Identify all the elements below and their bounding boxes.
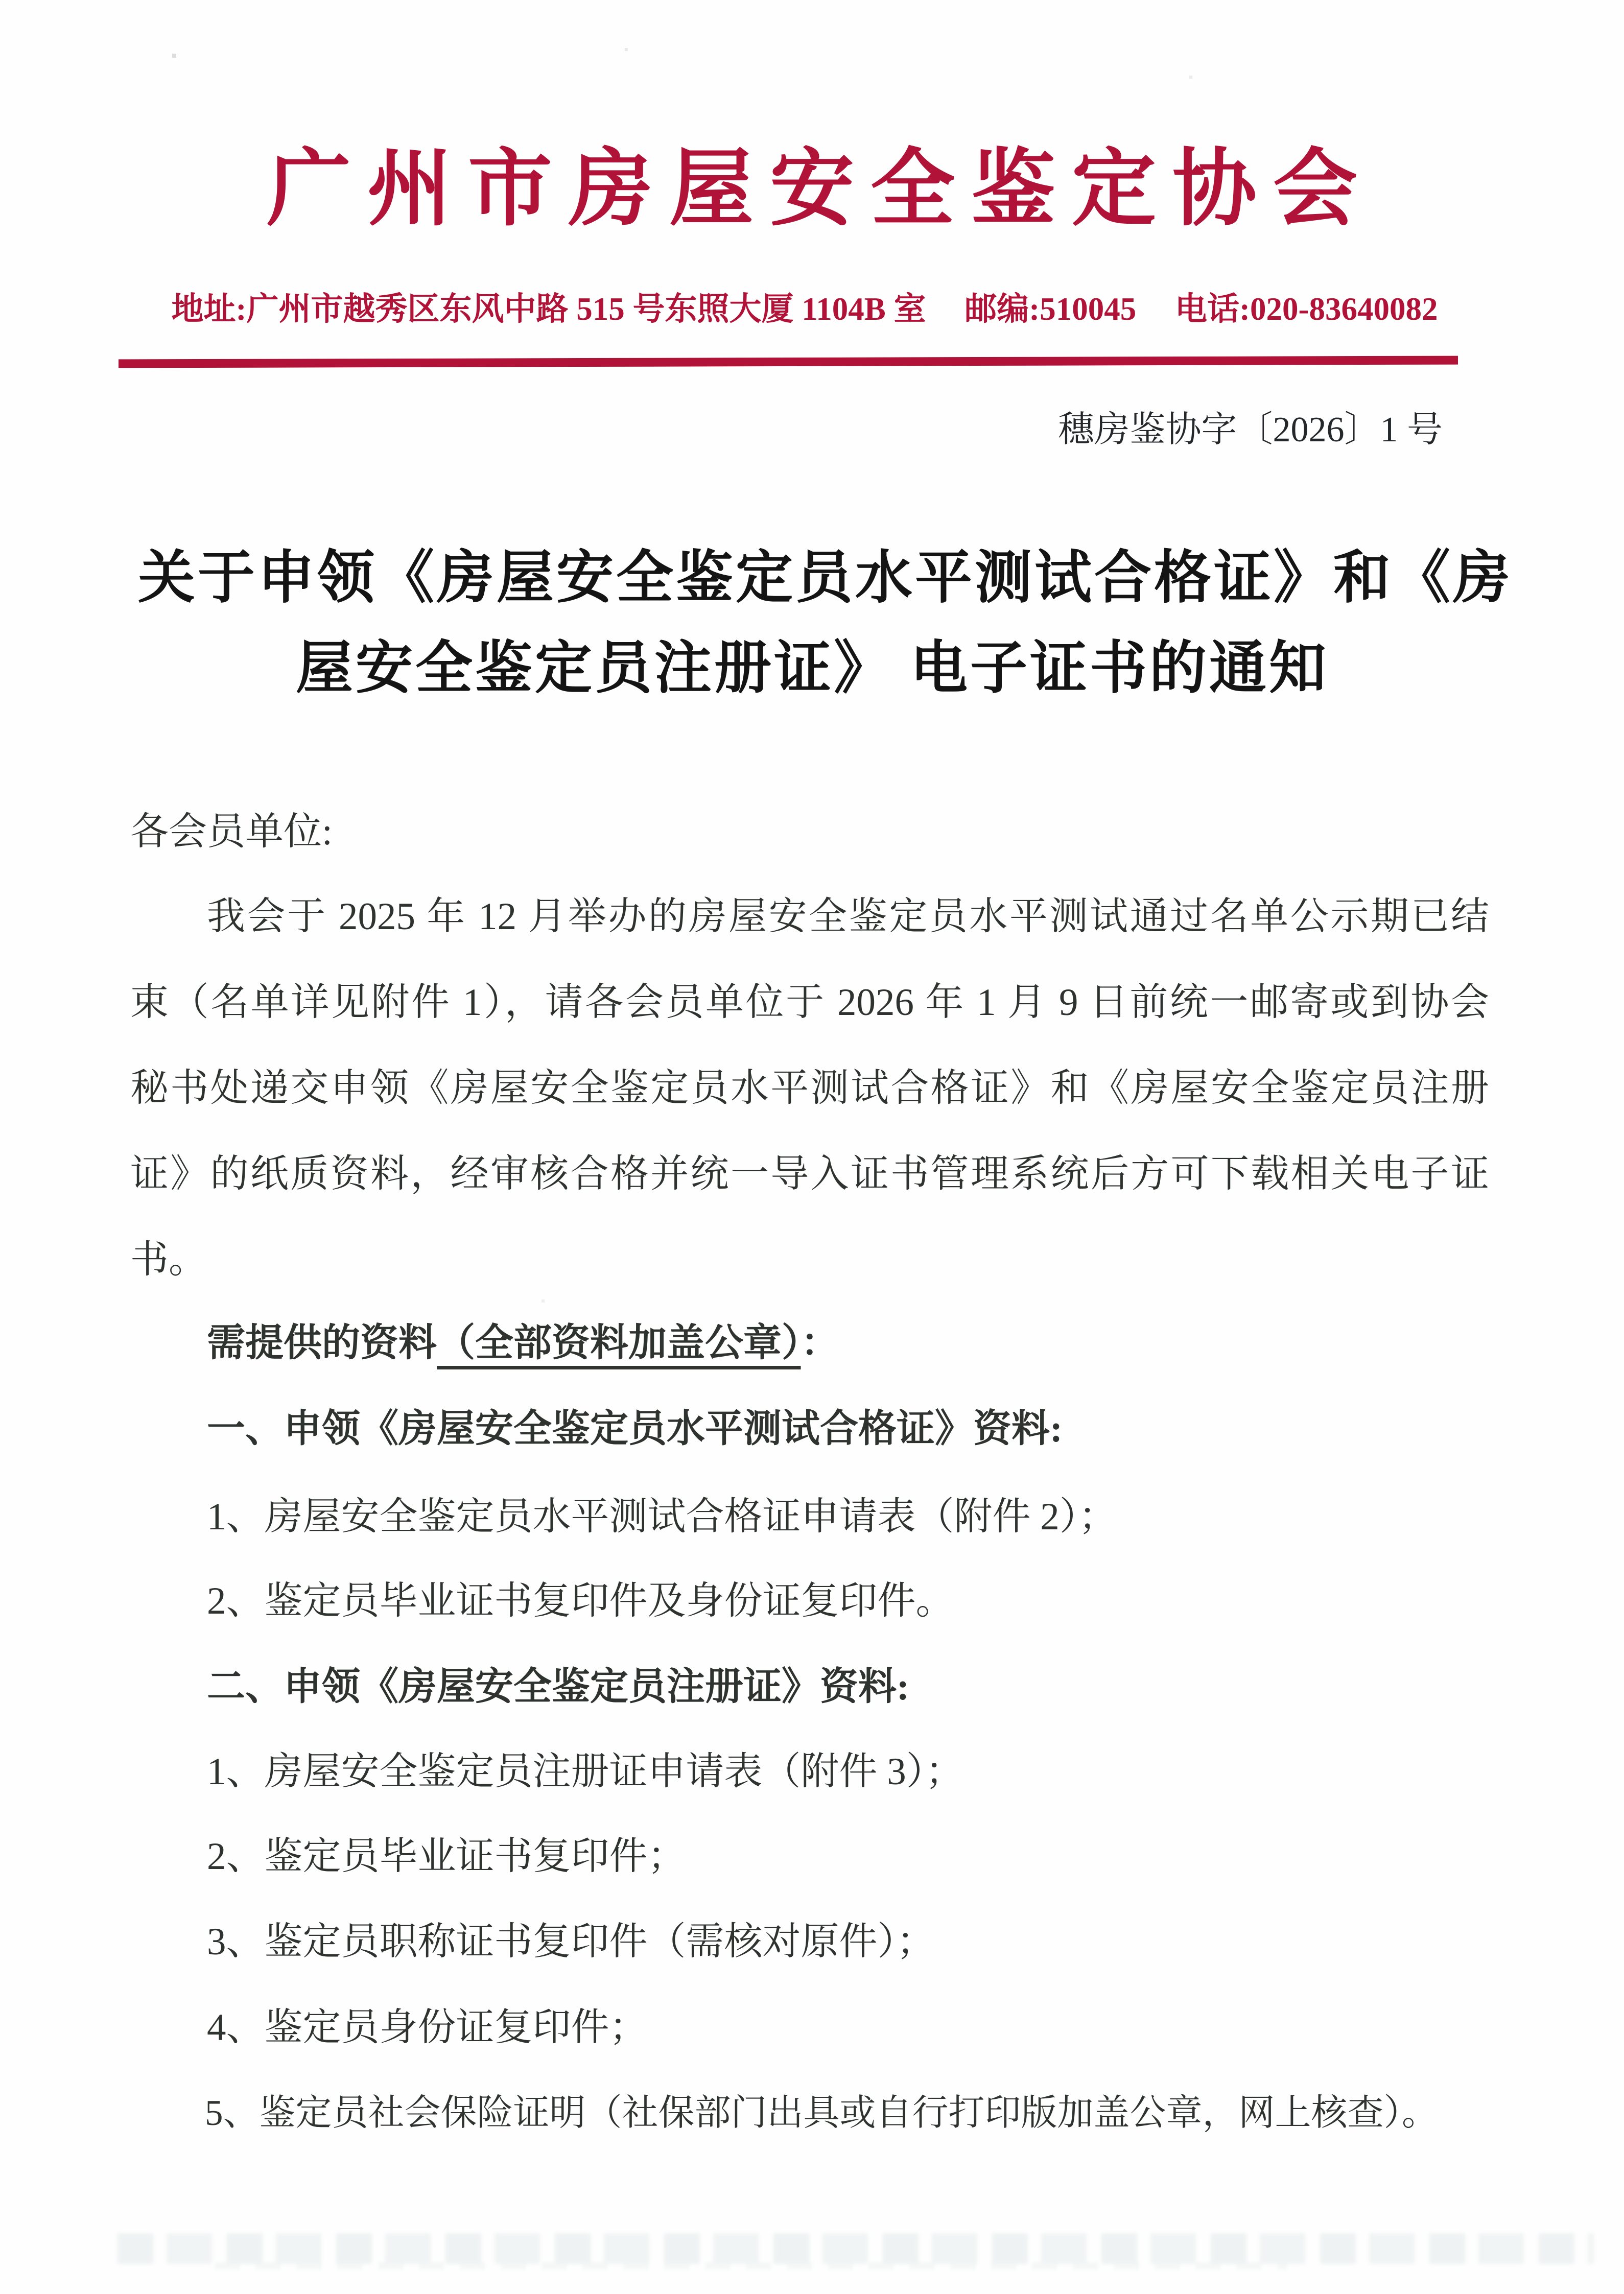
intro-paragraph-line: 书。: [130, 1239, 207, 1281]
letterhead-postal-code: 邮编:510045: [964, 291, 1137, 327]
organization-name: 广州市房屋安全鉴定协会: [267, 143, 1374, 236]
letterhead-phone: 电话:020-83640082: [1175, 291, 1438, 327]
section-2-item: 1、房屋安全鉴定员注册证申请表（附件 3）；: [207, 1751, 964, 1793]
intro-paragraph-line: 我会于 2025 年 12 月举办的房屋安全鉴定员水平测试通过名单公示期已结: [207, 895, 1489, 938]
section-2-item: 5、鉴定员社会保险证明（社保部门出具或自行打印版加盖公章，网上核查）。: [205, 2093, 1439, 2133]
letterhead-address: 地址:广州市越秀区东风中路 515 号东照大厦 1104B 室: [171, 291, 926, 327]
materials-heading-prefix: 需提供的资料: [207, 1322, 437, 1364]
document-title: [138, 533, 1513, 714]
document-title-line-2: 屋安全鉴定员注册证》 电子证书的通知: [296, 637, 1329, 700]
intro-paragraph-line: 秘书处递交申领《房屋安全鉴定员水平测试合格证》和《房屋安全鉴定员注册: [130, 1067, 1489, 1109]
materials-heading: [130, 1300, 1489, 1386]
section-2-item: 2、鉴定员毕业证书复印件；: [207, 1835, 686, 1878]
section-1-item: 1、房屋安全鉴定员水平测试合格证申请表（附件 2）；: [207, 1496, 1117, 1538]
scan-noise-specks: [0, 0, 1, 1]
materials-heading-stamp-note: （全部资料加盖公章）: [437, 1322, 801, 1364]
document-title-line-1: 关于申领《房屋安全鉴定员水平测试合格证》和《房: [138, 547, 1513, 610]
intro-paragraph-line: 证》的纸质资料，经审核合格并统一导入证书管理系统后方可下载相关电子证: [130, 1153, 1489, 1195]
salutation: 各会员单位:: [130, 811, 333, 853]
section-2-heading: 二、申领《房屋安全鉴定员注册证》资料:: [207, 1666, 909, 1708]
section-1-item: 2、鉴定员毕业证书复印件及身份证复印件。: [207, 1580, 954, 1622]
section-1-heading: 一、申领《房屋安全鉴定员水平测试合格证》资料:: [207, 1408, 1063, 1450]
document-number: 穗房鉴协字〔2026〕1 号: [1058, 410, 1443, 450]
letterhead-divider-rule: [119, 356, 1458, 368]
page-bleed-through: [215, 2262, 1287, 2270]
page-bleed-through: [117, 2233, 1594, 2264]
section-2-item: 3、鉴定员职称证书复印件（需核对原件）；: [207, 1921, 935, 1963]
section-2-item: 4、鉴定员身份证复印件；: [207, 2006, 648, 2049]
materials-heading-colon: ：: [801, 1322, 839, 1364]
intro-paragraph-line: 束（名单详见附件 1），请各会员单位于 2026 年 1 月 9 日前统一邮寄或到协会: [130, 981, 1489, 1024]
letterhead-contact-line: [130, 289, 1479, 329]
